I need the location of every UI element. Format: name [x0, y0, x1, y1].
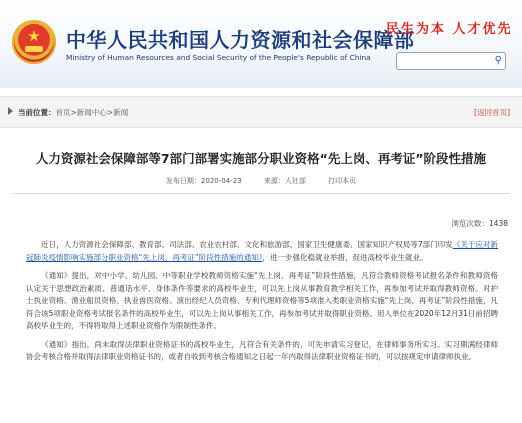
notice-link[interactable]: 《关于应对新冠肺炎疫情影响实施部分职业资格“先上岗、再考证”阶段性措施的通知》	[26, 240, 498, 262]
ministry-name-cn[interactable]: 中华人民共和国人力资源和社会保障部	[66, 28, 415, 52]
paragraph-1	[26, 239, 498, 264]
breadcrumb-bar	[0, 96, 522, 128]
publish-date: 发布日期：2020-04-23	[165, 177, 242, 185]
print-link[interactable]: 打印本页	[328, 177, 357, 185]
star-icon: ★	[27, 27, 41, 45]
article-title: 人力资源社会保障部等7部门部署实施部分职业资格“先上岗、再考证”阶段性措施	[35, 151, 487, 166]
article-source: 来源：人社部	[263, 177, 306, 185]
search-icon[interactable]: ⚲	[494, 55, 502, 66]
back-home-link[interactable]: [返回首页]	[474, 108, 510, 117]
breadcrumb	[18, 107, 128, 118]
paragraph-1-tail: ，进一步强化稳就业举措，促进高校毕业生就业。	[262, 252, 428, 262]
search-input[interactable]	[397, 58, 495, 74]
site-header	[0, 0, 522, 88]
paragraph-3: 《通知》指出，尚未取得法律职业资格证书的高校毕业生，凡符合有关条件的，可先申请实习登记，在律师事务所实习。实习期满经律师协会考核合格并取得法律职业资格证书的，或者自收到考核合格通知之日起一年内取得法律职业资格证书的，可以按规定申请律师执业。	[26, 339, 498, 361]
article-body	[26, 239, 498, 370]
search-box	[396, 52, 506, 70]
article-meta	[0, 176, 522, 186]
paragraph-1-text: 近日，人力资源社会保障部、教育部、司法部、农业农村部、文化和旅游部、国家卫生健康委、国家知识产权局等7部门印发	[41, 240, 453, 249]
breadcrumb-path[interactable]: 首页>新闻中心>新闻	[55, 108, 129, 117]
arrow-right-icon	[8, 107, 13, 115]
paragraph-2: 《通知》提出，对中小学、幼儿园、中等职业学校教师资格实施“先上岗、再考证”阶段性措施，凡符合教师资格考试报名条件和教师资格认定关于思想政治素质、普通话水平、身体条件等要求的高校毕业生，可以先上岗从事教育教学相关工作，再参加考试并取得教师资格。对护士执业资格、渔业船员资格、执业兽医资格、演出经纪人员资格、专利代理师资格等5项准入类职业资格实施“先上岗、再考证”阶段性措施，凡符合该5项职业资格考试报名条件的高校毕业生，可以先上岗从事相关工作，再参加考试并取得职业资格。用人单位在2020年12月31日前招聘高校毕业生的，不得将取得上述职业资格作为限制性条件。	[26, 271, 498, 330]
national-emblem-icon[interactable]	[12, 20, 56, 64]
view-count: 浏览次数：1438	[451, 219, 508, 228]
slogan: 民生为本 人才优先	[386, 22, 513, 37]
ministry-name-en: Ministry of Human Resources and Social Security of the People's Republic of China	[66, 53, 371, 62]
breadcrumb-label: 当前位置：	[18, 108, 56, 117]
divider	[12, 193, 510, 194]
gate-icon	[25, 46, 43, 52]
